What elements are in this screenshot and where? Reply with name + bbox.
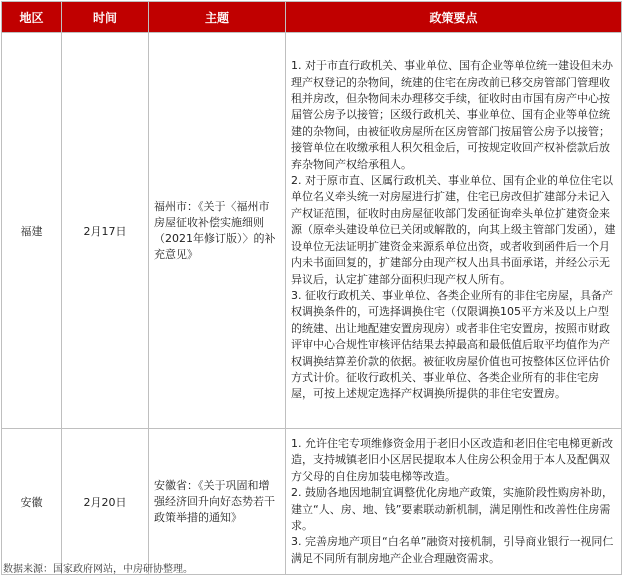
region-cell: 安徽 [2, 429, 62, 575]
header-topic: 主题 [149, 2, 286, 33]
header-policy-points: 政策要点 [286, 2, 622, 33]
table-header-row [2, 2, 622, 33]
date-cell: 2月17日 [62, 33, 149, 429]
policy-point: 3. 完善房地产项目“白名单”融资对接机制，引导商业银行一视同仁满足不同所有制房地产企业合理融资需求。 [291, 535, 614, 565]
table-row [2, 429, 622, 575]
policy-points-cell [286, 33, 622, 429]
header-region: 地区 [2, 2, 62, 33]
topic-cell: 福州市：《关于〈福州市房屋征收补偿实施细则（2021年修订版）〉的补充意见》 [149, 33, 286, 429]
policy-table [1, 1, 622, 575]
data-source-note: 数据来源：国家政府网站，中房研协整理。 [3, 564, 193, 575]
policy-point: 1. 对于市直行政机关、事业单位、国有企业等单位统一建设但未办理产权登记的杂物间，统建的住宅在房改前已移交房管部门管理收租并房改，但杂物间未办理移交手续，征收时由市国有房产中心按届管公房予以接管；区级行政机关、事业单位、国有企业等单位统建的杂物间，由被征收房屋所在区房管部门按届管公房予以接管；接管单位在收缴承租人积欠租金后，可按规定收回产权补偿款后放弃杂物间产权给承租人。 [291, 59, 613, 171]
policy-point: 3. 征收行政机关、事业单位、各类企业所有的非住宅房屋，具备产权调换条件的，可选择调换住宅（仅限调换105平方米及以上户型的统建、出让地配建安置房现房）或者非住宅安置房，按照市财政评审中心合规性审核评估结果去掉最高和最低值后取平均值作为产权调换结算差价款的依据。被征收房屋价值也可按整体区位评估价方式计价。征收行政机关、事业单位、各类企业所有的非住宅房屋，可按上述规定选择产权调换所提供的非住宅安置房。 [291, 288, 613, 401]
policy-points-cell [286, 429, 622, 575]
date-cell: 2月20日 [62, 429, 149, 575]
policy-point: 2. 鼓励各地因地制宜调整优化房地产政策，实施阶段性购房补助，建立“人、房、地、钱”要素联动新机制，满足刚性和改善性住房需求。 [291, 486, 613, 532]
header-date: 时间 [62, 2, 149, 33]
policy-point: 2. 对于原市直、区属行政机关、事业单位、国有企业的单位住宅以单位名义牵头统一对房屋进行扩建，住宅已房改但扩建部分未记入产权证范围，征收时由房屋征收部门发函征询牵头单位扩建资金来源（原牵头建设单位已关闭或解散的，向其上级主管部门发函），建设单位无法证明扩建资金来源系单位出资，或者收到函件后一个月内未书面回复的，扩建部分由现产权人出具书面承诺，并经公示无异议后，认定扩建部分面积归现产权人所有。 [291, 174, 616, 286]
policy-point: 1. 允许住宅专项维修资金用于老旧小区改造和老旧住宅电梯更新改造，支持城镇老旧小区居民提取本人住房公积金用于本人及配偶双方父母的自住房加装电梯等改造。 [291, 436, 613, 483]
region-cell: 福建 [2, 33, 62, 429]
topic-cell: 安徽省：《关于巩固和增强经济回升向好态势若干政策举措的通知》 [149, 429, 286, 575]
table-row [2, 33, 622, 429]
